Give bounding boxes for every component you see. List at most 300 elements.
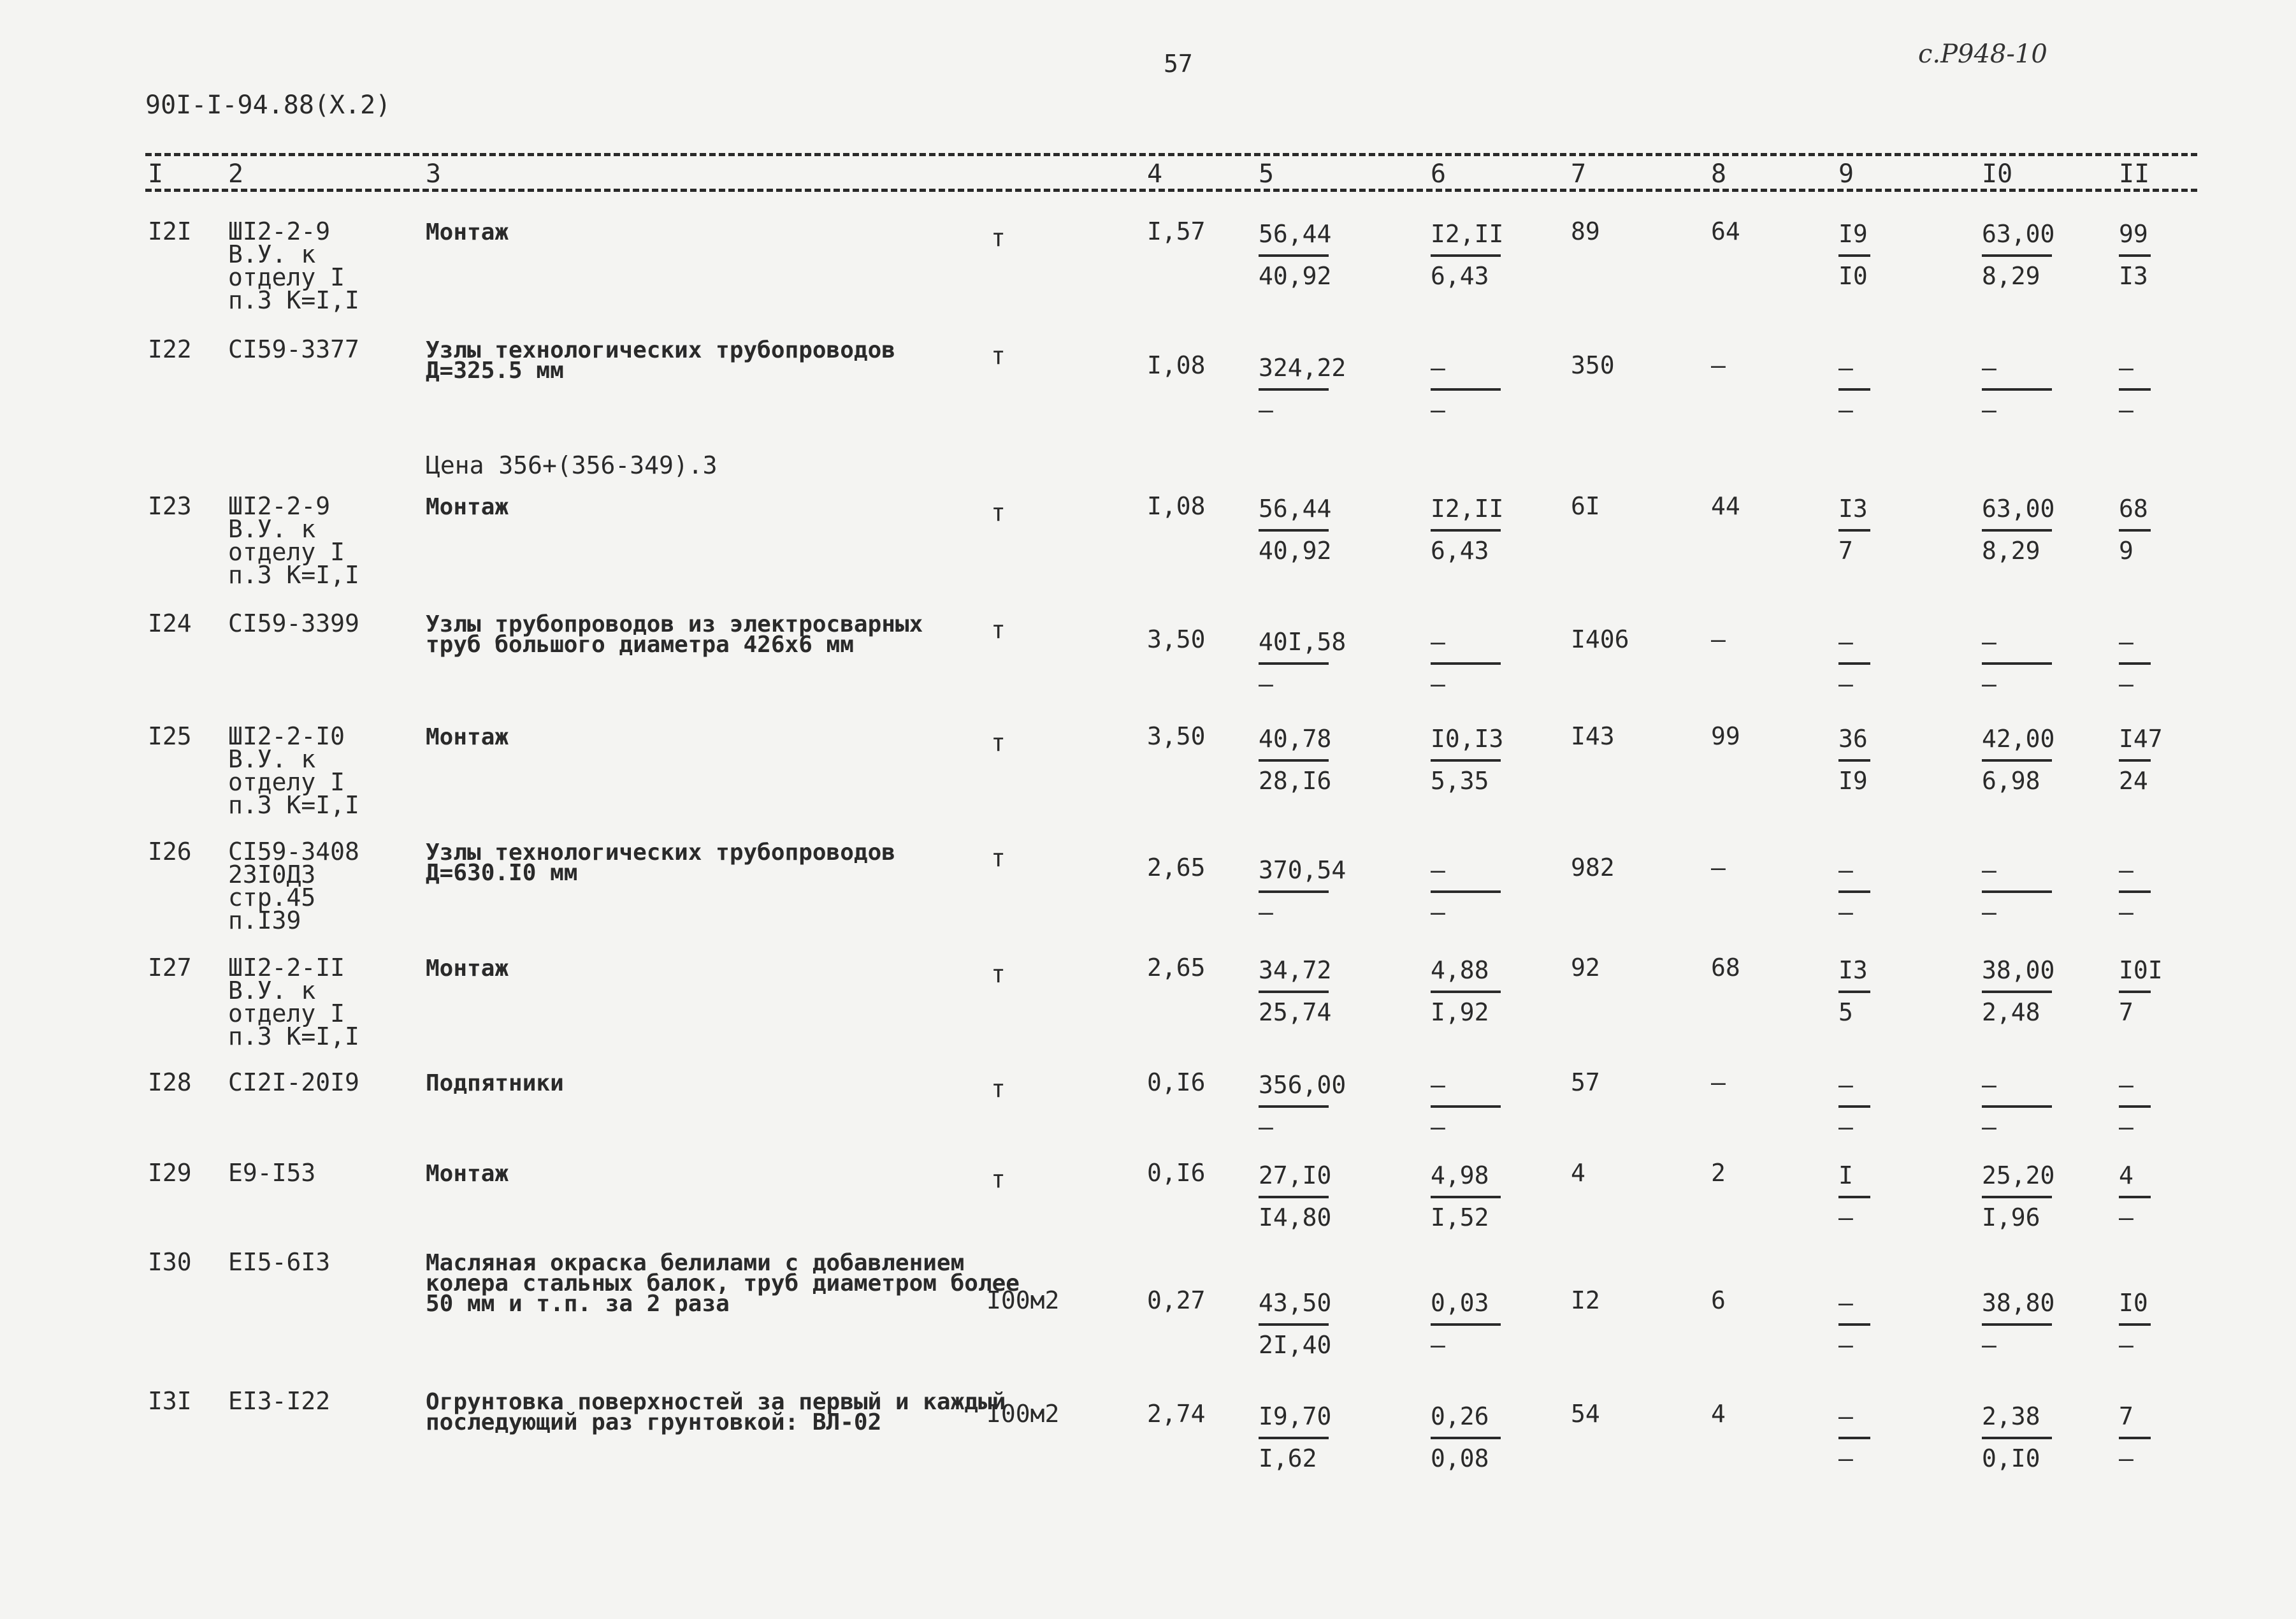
total-cost: 89 (1571, 217, 1600, 245)
labor-total-denominator: 9 (2119, 537, 2134, 565)
cost-total-divider (1259, 890, 1329, 893)
labor-hours-numerator: 42,00 (1982, 725, 2055, 753)
machine-cost (1838, 956, 1877, 1026)
machine-cost (1838, 1161, 1877, 1231)
labor-total-numerator: 4 (2119, 1161, 2134, 1189)
cost-machines (1431, 956, 1506, 1026)
labor-total-divider (2119, 662, 2151, 665)
column-header-8: 8 (1711, 159, 1727, 189)
labor-hours (1982, 1071, 2057, 1141)
labor-hours-divider (1982, 662, 2052, 665)
labor-hours-divider (1982, 890, 2052, 893)
column-header-7: 7 (1571, 159, 1587, 189)
cost-machines-divider (1431, 890, 1501, 893)
cost-machines-denominator: – (1431, 396, 1445, 424)
cost-machines-divider (1431, 388, 1501, 391)
machine-cost-divider (1838, 388, 1870, 391)
machine-cost-denominator: I9 (1838, 767, 1868, 795)
labor-total-numerator: I47 (2119, 725, 2163, 753)
labor-total (2119, 1071, 2157, 1141)
cost-machines-denominator: 6,43 (1431, 537, 1489, 565)
labor-total-divider (2119, 991, 2151, 993)
machine-cost-numerator: 36 (1838, 725, 1868, 753)
wages: 2 (1711, 1159, 1726, 1187)
cost-machines-denominator: – (1431, 898, 1445, 926)
cost-machines (1431, 495, 1506, 565)
cost-total (1259, 354, 1347, 424)
cost-total-denominator: – (1259, 670, 1273, 698)
labor-total-divider (2119, 1437, 2151, 1439)
wages: 99 (1711, 722, 1740, 750)
cost-total-divider (1259, 759, 1329, 762)
labor-hours-divider (1982, 254, 2052, 257)
cost-machines (1431, 628, 1506, 698)
cost-total-denominator: I4,80 (1259, 1203, 1332, 1231)
labor-total-numerator: – (2119, 628, 2134, 656)
labor-hours-denominator: 8,29 (1982, 262, 2040, 290)
wages: – (1711, 625, 1726, 653)
machine-cost-divider (1838, 991, 1870, 993)
norm-code: EI5-6I3 (228, 1248, 331, 1276)
unit: т (991, 844, 1006, 872)
machine-cost-divider (1838, 759, 1870, 762)
work-name: Узлы технологических трубопроводов Д=630.I0 мм (426, 839, 895, 886)
labor-hours-numerator: 38,00 (1982, 956, 2055, 984)
cost-machines (1431, 354, 1506, 424)
norm-code: ШI2-2-I0 В.У. к отделу I п.3 К=I,I (228, 722, 359, 819)
work-name: Узлы трубопроводов из электросварных труб большого диаметра 426х6 мм (426, 611, 923, 658)
row-number: I3I (148, 1387, 192, 1415)
labor-hours (1982, 220, 2057, 290)
cost-total-divider (1259, 662, 1329, 665)
total-cost: 57 (1571, 1068, 1600, 1096)
machine-cost-numerator: – (1838, 1289, 1853, 1317)
page-number: 57 (1164, 50, 1193, 78)
cost-total-denominator: 28,I6 (1259, 767, 1332, 795)
machine-cost-denominator: I0 (1838, 262, 1868, 290)
norm-code: ШI2-2-9 В.У. к отделу I п.3 К=I,I (228, 492, 359, 589)
machine-cost (1838, 628, 1877, 698)
column-header-10: I0 (1982, 159, 2013, 189)
labor-total (2119, 354, 2157, 424)
machine-cost-numerator: I3 (1838, 495, 1868, 523)
norm-code: CI59-3377 (228, 335, 359, 363)
labor-hours-divider (1982, 1196, 2052, 1198)
cost-total-numerator: 56,44 (1259, 495, 1332, 523)
machine-cost (1838, 1402, 1877, 1472)
labor-total-denominator: – (2119, 1331, 2134, 1359)
cost-total-numerator: 56,44 (1259, 220, 1332, 248)
machine-cost-numerator: – (1838, 1071, 1853, 1099)
unit: т (991, 960, 1006, 988)
unit: т (991, 1165, 1006, 1193)
labor-hours-denominator: – (1982, 670, 1996, 698)
cost-total-divider (1259, 529, 1329, 532)
row-number: I27 (148, 954, 192, 982)
work-name: Узлы технологических трубопроводов Д=325.5 мм (426, 337, 895, 384)
cost-total-divider (1259, 388, 1329, 391)
quantity: 0,I6 (1147, 1159, 1206, 1187)
labor-total-denominator: – (2119, 1444, 2134, 1472)
labor-hours-denominator: – (1982, 1113, 1996, 1141)
quantity: 0,27 (1147, 1286, 1206, 1314)
column-header-6: 6 (1431, 159, 1447, 189)
labor-hours (1982, 495, 2057, 565)
labor-hours-divider (1982, 1437, 2052, 1439)
cost-machines-numerator: – (1431, 856, 1445, 884)
labor-total-denominator: 7 (2119, 998, 2134, 1026)
row-number: I24 (148, 609, 192, 637)
machine-cost-numerator: – (1838, 1402, 1853, 1430)
labor-total-numerator: I0I (2119, 956, 2163, 984)
machine-cost-denominator: – (1838, 1203, 1853, 1231)
norm-code: EI3-I22 (228, 1387, 331, 1415)
cost-machines-numerator: – (1431, 628, 1445, 656)
labor-hours-denominator: 8,29 (1982, 537, 2040, 565)
cost-total-denominator: – (1259, 1113, 1273, 1141)
cost-total-numerator: 43,50 (1259, 1289, 1332, 1317)
cost-total (1259, 1071, 1347, 1141)
labor-hours-divider (1982, 388, 2052, 391)
row-number: I2I (148, 217, 192, 245)
labor-hours-denominator: – (1982, 1331, 1996, 1359)
labor-total-denominator: – (2119, 1113, 2134, 1141)
cost-machines-numerator: 4,88 (1431, 956, 1489, 984)
cost-machines-numerator: 0,26 (1431, 1402, 1489, 1430)
labor-hours-divider (1982, 1105, 2052, 1108)
unit: т (991, 342, 1006, 370)
cost-machines (1431, 725, 1506, 795)
norm-code: ШI2-2-II В.У. к отделу I п.3 К=I,I (228, 954, 359, 1050)
row-number: I30 (148, 1248, 192, 1276)
labor-hours (1982, 354, 2057, 424)
labor-hours-numerator: 38,80 (1982, 1289, 2055, 1317)
labor-hours-numerator: 63,00 (1982, 495, 2055, 523)
unit: I00м2 (986, 1400, 1060, 1428)
header-bottom-rule (145, 189, 2197, 192)
quantity: I,08 (1147, 492, 1206, 520)
labor-hours-denominator: 6,98 (1982, 767, 2040, 795)
cost-total (1259, 1161, 1334, 1231)
cost-total-numerator: 324,22 (1259, 354, 1347, 382)
cost-total-divider (1259, 991, 1329, 993)
labor-total-divider (2119, 1196, 2151, 1198)
labor-hours-denominator: I,96 (1982, 1203, 2040, 1231)
cost-machines-denominator: 5,35 (1431, 767, 1489, 795)
labor-hours-numerator: – (1982, 1071, 1996, 1099)
machine-cost-divider (1838, 1105, 1870, 1108)
wages: – (1711, 853, 1726, 882)
price-note: Цена 356+(356-349).3 (426, 451, 718, 479)
machine-cost-denominator: – (1838, 1331, 1853, 1359)
machine-cost-denominator: – (1838, 396, 1853, 424)
labor-hours (1982, 628, 2057, 698)
cost-machines-numerator: I2,II (1431, 495, 1504, 523)
labor-hours-denominator: 2,48 (1982, 998, 2040, 1026)
quantity: 3,50 (1147, 625, 1206, 653)
labor-hours-divider (1982, 759, 2052, 762)
labor-total-divider (2119, 890, 2151, 893)
work-name: Масляная окраска белилами с добавлением колера стальных балок, труб диаметром более 50 мм и т.п. за 2 раза (426, 1250, 1020, 1317)
total-cost: I406 (1571, 625, 1629, 653)
cost-total-denominator: – (1259, 898, 1273, 926)
cost-machines (1431, 220, 1506, 290)
labor-total-divider (2119, 759, 2151, 762)
work-name: Монтаж (426, 724, 509, 750)
work-name: Монтаж (426, 494, 509, 520)
wages: 44 (1711, 492, 1740, 520)
cost-total-divider (1259, 1105, 1329, 1108)
cost-total (1259, 1402, 1334, 1472)
labor-hours-numerator: 2,38 (1982, 1402, 2040, 1430)
machine-cost-numerator: – (1838, 856, 1853, 884)
machine-cost (1838, 495, 1877, 565)
labor-total (2119, 1402, 2157, 1472)
norm-code: CI2I-20I9 (228, 1068, 359, 1096)
total-cost: 350 (1571, 351, 1615, 379)
unit: т (991, 1075, 1006, 1103)
cost-machines-denominator: I,52 (1431, 1203, 1489, 1231)
cost-machines-numerator: 0,03 (1431, 1289, 1489, 1317)
cost-total (1259, 856, 1347, 926)
labor-total (2119, 220, 2157, 290)
labor-total-numerator: – (2119, 354, 2134, 382)
cost-machines-divider (1431, 759, 1501, 762)
labor-hours (1982, 956, 2057, 1026)
unit: т (991, 729, 1006, 757)
cost-machines-divider (1431, 662, 1501, 665)
cost-machines-divider (1431, 1196, 1501, 1198)
labor-hours-numerator: – (1982, 856, 1996, 884)
labor-total (2119, 956, 2163, 1026)
quantity: 2,65 (1147, 954, 1206, 982)
total-cost: I43 (1571, 722, 1615, 750)
labor-total-numerator: 99 (2119, 220, 2148, 248)
cost-total-numerator: 356,00 (1259, 1071, 1347, 1099)
labor-hours-numerator: 63,00 (1982, 220, 2055, 248)
labor-total-denominator: – (2119, 670, 2134, 698)
cost-total-denominator: 40,92 (1259, 537, 1332, 565)
column-header-1: I (148, 159, 164, 189)
document-code: 90I-I-94.88(X.2) (145, 91, 391, 120)
labor-total-divider (2119, 388, 2151, 391)
labor-hours-divider (1982, 1323, 2052, 1326)
machine-cost-numerator: – (1838, 354, 1853, 382)
labor-total-divider (2119, 254, 2151, 257)
cost-total (1259, 220, 1334, 290)
cost-machines-denominator: 6,43 (1431, 262, 1489, 290)
norm-code: ШI2-2-9 В.У. к отделу I п.3 К=I,I (228, 217, 359, 314)
labor-total-numerator: – (2119, 856, 2134, 884)
cost-machines (1431, 1071, 1506, 1141)
cost-machines-numerator: – (1431, 354, 1445, 382)
labor-hours-denominator: – (1982, 898, 1996, 926)
labor-hours-numerator: – (1982, 628, 1996, 656)
machine-cost (1838, 856, 1877, 926)
cost-total (1259, 725, 1334, 795)
cost-machines-denominator: – (1431, 670, 1445, 698)
total-cost: I2 (1571, 1286, 1600, 1314)
wages: – (1711, 1068, 1726, 1096)
cost-total-denominator: 2I,40 (1259, 1331, 1332, 1359)
labor-total-divider (2119, 529, 2151, 532)
labor-total-denominator: – (2119, 396, 2134, 424)
work-name: Монтаж (426, 219, 509, 245)
labor-hours (1982, 856, 2057, 926)
machine-cost (1838, 1071, 1877, 1141)
cost-total-divider (1259, 1323, 1329, 1326)
machine-cost-denominator: – (1838, 1444, 1853, 1472)
labor-total (2119, 725, 2163, 795)
column-header-9: 9 (1838, 159, 1854, 189)
row-number: I28 (148, 1068, 192, 1096)
cost-total (1259, 1289, 1334, 1359)
labor-total-divider (2119, 1323, 2151, 1326)
labor-hours-denominator: 0,I0 (1982, 1444, 2040, 1472)
labor-hours-divider (1982, 991, 2052, 993)
wages: 4 (1711, 1400, 1726, 1428)
cost-machines (1431, 1161, 1506, 1231)
total-cost: 4 (1571, 1159, 1585, 1187)
machine-cost (1838, 725, 1877, 795)
quantity: 3,50 (1147, 722, 1206, 750)
cost-total-numerator: I9,70 (1259, 1402, 1332, 1430)
machine-cost-divider (1838, 1323, 1870, 1326)
cost-machines-divider (1431, 1105, 1501, 1108)
total-cost: 982 (1571, 853, 1615, 882)
cost-total-divider (1259, 1196, 1329, 1198)
total-cost: 92 (1571, 954, 1600, 982)
machine-cost-divider (1838, 1437, 1870, 1439)
machine-cost-divider (1838, 254, 1870, 257)
unit: I00м2 (986, 1286, 1060, 1314)
unit: т (991, 224, 1006, 252)
cost-machines-divider (1431, 254, 1501, 257)
labor-hours (1982, 1161, 2057, 1231)
labor-hours-numerator: 25,20 (1982, 1161, 2055, 1189)
cost-total (1259, 628, 1347, 698)
cost-machines-numerator: I2,II (1431, 220, 1504, 248)
work-name: Монтаж (426, 1161, 509, 1187)
machine-cost-divider (1838, 890, 1870, 893)
header-top-rule (145, 153, 2197, 156)
cost-machines-denominator: I,92 (1431, 998, 1489, 1026)
cost-total (1259, 956, 1334, 1026)
labor-total-denominator: 24 (2119, 767, 2148, 795)
work-name: Огрунтовка поверхностей за первый и каждый последующий раз грунтовкой: ВЛ-02 (426, 1389, 1006, 1435)
cost-machines-divider (1431, 529, 1501, 532)
column-header-3: 3 (426, 159, 442, 189)
machine-cost (1838, 354, 1877, 424)
machine-cost-numerator: I3 (1838, 956, 1868, 984)
row-number: I25 (148, 722, 192, 750)
machine-cost-denominator: – (1838, 670, 1853, 698)
labor-total (2119, 628, 2157, 698)
labor-hours (1982, 1289, 2057, 1359)
machine-cost (1838, 220, 1877, 290)
cost-total-denominator: I,62 (1259, 1444, 1317, 1472)
cost-machines-denominator: – (1431, 1331, 1445, 1359)
labor-total-numerator: – (2119, 1071, 2134, 1099)
cost-total-numerator: 40,78 (1259, 725, 1332, 753)
work-name: Подпятники (426, 1070, 564, 1096)
row-number: I23 (148, 492, 192, 520)
labor-total-numerator: 7 (2119, 1402, 2134, 1430)
machine-cost-divider (1838, 1196, 1870, 1198)
labor-total (2119, 1289, 2157, 1359)
machine-cost-denominator: 7 (1838, 537, 1853, 565)
quantity: 0,I6 (1147, 1068, 1206, 1096)
labor-total (2119, 1161, 2157, 1231)
quantity: 2,65 (1147, 853, 1206, 882)
quantity: I,57 (1147, 217, 1206, 245)
labor-total-divider (2119, 1105, 2151, 1108)
cost-machines (1431, 1289, 1506, 1359)
cost-total-numerator: 34,72 (1259, 956, 1332, 984)
unit: т (991, 616, 1006, 644)
total-cost: 6I (1571, 492, 1600, 520)
cost-total-numerator: 40I,58 (1259, 628, 1347, 656)
cost-total (1259, 495, 1334, 565)
cost-total-divider (1259, 254, 1329, 257)
row-number: I29 (148, 1159, 192, 1187)
cost-machines-divider (1431, 1323, 1501, 1326)
machine-cost-denominator: – (1838, 1113, 1853, 1141)
cost-total-denominator: – (1259, 396, 1273, 424)
wages: 68 (1711, 954, 1740, 982)
labor-hours-denominator: – (1982, 396, 1996, 424)
cost-total-numerator: 27,I0 (1259, 1161, 1332, 1189)
unit: т (991, 498, 1006, 526)
cost-machines (1431, 1402, 1506, 1472)
machine-cost-denominator: – (1838, 898, 1853, 926)
labor-total-denominator: I3 (2119, 262, 2148, 290)
cost-total-divider (1259, 1437, 1329, 1439)
machine-cost-numerator: I (1838, 1161, 1853, 1189)
machine-cost (1838, 1289, 1877, 1359)
cost-machines-numerator: – (1431, 1071, 1445, 1099)
labor-hours (1982, 725, 2057, 795)
cost-machines (1431, 856, 1506, 926)
cost-machines-divider (1431, 991, 1501, 993)
norm-code: CI59-3408 23I0ДЗ стр.45 п.I39 (228, 838, 359, 934)
cost-total-numerator: 370,54 (1259, 856, 1347, 884)
column-header-4: 4 (1147, 159, 1163, 189)
column-header-5: 5 (1259, 159, 1274, 189)
machine-cost-numerator: – (1838, 628, 1853, 656)
labor-total-numerator: I0 (2119, 1289, 2148, 1317)
quantity: I,08 (1147, 351, 1206, 379)
labor-total (2119, 856, 2157, 926)
machine-cost-divider (1838, 529, 1870, 532)
column-header-11: II (2119, 159, 2150, 189)
cost-machines-denominator: – (1431, 1113, 1445, 1141)
machine-cost-denominator: 5 (1838, 998, 1853, 1026)
machine-cost-divider (1838, 662, 1870, 665)
labor-hours-numerator: – (1982, 354, 1996, 382)
cost-machines-denominator: 0,08 (1431, 1444, 1489, 1472)
labor-total-denominator: – (2119, 898, 2134, 926)
cost-total-denominator: 40,92 (1259, 262, 1332, 290)
column-header-2: 2 (228, 159, 244, 189)
labor-hours (1982, 1402, 2057, 1472)
row-number: I22 (148, 335, 192, 363)
wages: – (1711, 351, 1726, 379)
wages: 64 (1711, 217, 1740, 245)
total-cost: 54 (1571, 1400, 1600, 1428)
wages: 6 (1711, 1286, 1726, 1314)
labor-total-denominator: – (2119, 1203, 2134, 1231)
